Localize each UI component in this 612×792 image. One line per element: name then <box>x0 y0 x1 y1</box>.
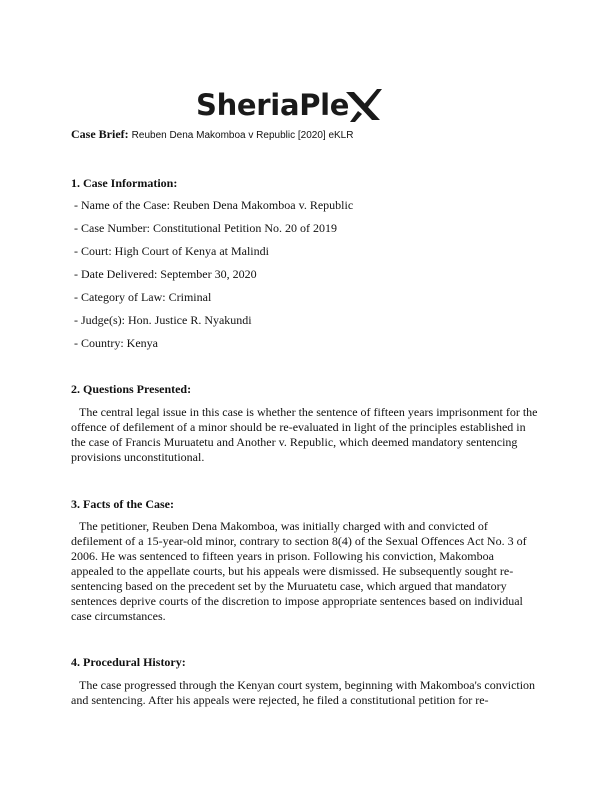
facts-paragraph-line: defilement of a 15-year-old minor, contrary to section 8(4) of the Sexual Offences Act No. 3 of <box>71 534 527 548</box>
procedural-paragraph-line: and sentencing. After his appeals were rejected, he filed a constitutional petition for re- <box>71 693 489 707</box>
case-brief-line <box>71 127 353 143</box>
facts-paragraph-line: The petitioner, Reuben Dena Makomboa, was initially charged with and convicted of <box>79 519 488 533</box>
info-item-case-name: - Name of the Case: Reuben Dena Makomboa v. Republic <box>74 198 354 212</box>
logo-text: SheriaPle <box>196 88 350 122</box>
case-brief-label: Case Brief: <box>71 127 129 141</box>
info-item-date-delivered: - Date Delivered: September 30, 2020 <box>74 267 257 281</box>
section-heading-procedural-history: 4. Procedural History: <box>71 655 186 669</box>
section-heading-facts: 3. Facts of the Case: <box>71 497 174 511</box>
facts-paragraph-line: 2006. He was sentenced to fifteen years in prison. Following his conviction, Makomboa <box>71 549 494 563</box>
questions-paragraph-line: The central legal issue in this case is whether the sentence of fifteen years imprisonment for the <box>79 405 538 419</box>
info-item-court: - Court: High Court of Kenya at Malindi <box>74 244 269 258</box>
questions-paragraph-line: provisions unconstitutional. <box>71 450 205 464</box>
logo-x-mark-icon <box>346 89 382 123</box>
facts-paragraph-line: sentencing based on the precedent set by the Muruatetu case, which argued that mandatory <box>71 579 507 593</box>
procedural-paragraph-line: The case progressed through the Kenyan court system, beginning with Makomboa's conviction <box>79 678 536 692</box>
facts-paragraph-line: case circumstances. <box>71 609 166 623</box>
facts-paragraph-line: sentences deprive courts of the discretion to impose appropriate sentences based on individual <box>71 594 523 608</box>
facts-paragraph-line: appealed to the appellate courts, but his appeals were dismissed. He subsequently sought re- <box>71 564 514 578</box>
info-item-country: - Country: Kenya <box>74 336 158 350</box>
section-heading-case-information: 1. Case Information: <box>71 176 178 190</box>
case-brief-title: Reuben Dena Makomboa v Republic [2020] eKLR <box>131 130 354 141</box>
info-item-case-number: - Case Number: Constitutional Petition No. 20 of 2019 <box>74 221 337 235</box>
info-item-judges: - Judge(s): Hon. Justice R. Nyakundi <box>74 313 252 327</box>
questions-paragraph-line: the case of Francis Muruatetu and Another v. Republic, which deemed mandatory sentencing <box>71 435 518 449</box>
info-item-category: - Category of Law: Criminal <box>74 290 212 304</box>
sheriaplex-logo <box>196 78 421 120</box>
questions-paragraph-line: offence of defilement of a minor should be re-evaluated in light of the principles established in <box>71 420 526 434</box>
section-heading-questions-presented: 2. Questions Presented: <box>71 382 192 396</box>
